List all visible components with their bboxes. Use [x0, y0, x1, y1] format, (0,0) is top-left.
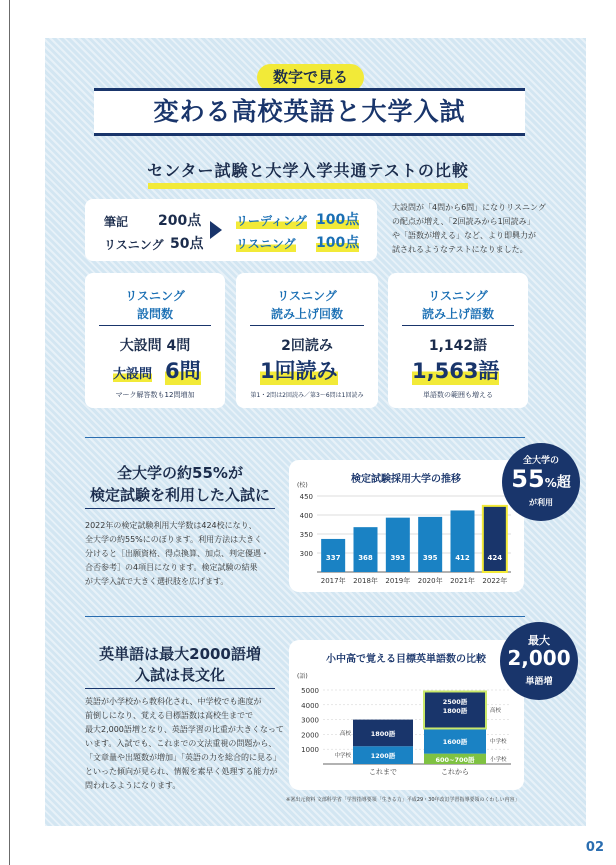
old-row-2-value: 50点 — [170, 236, 204, 252]
badge-value-pct: % — [544, 476, 557, 490]
chart-title: 検定試験採用大学の推移 — [351, 474, 461, 485]
stat-card-before: 2回読み — [281, 338, 333, 354]
source-note: ※署出元資料 文部科学省「学習指導要領「生きる力」平成29・30年改訂学習指導要領のくわしい内容」 — [286, 797, 520, 803]
section3-body-5: 「文章量や出題数が増加」「英語の力を総合的に見る」 — [85, 753, 281, 762]
bar — [418, 517, 442, 572]
segment-value-label: 1200語 — [370, 752, 396, 761]
stat-card-before: 大設問 4問 — [119, 338, 191, 354]
stat-card-words — [388, 273, 528, 408]
vocab-badge — [500, 622, 578, 700]
new-row-2-value: 100点 — [316, 232, 359, 252]
segment-series-label: 高校 — [490, 707, 502, 714]
section2-body-1: 2022年の検定試験利用大学数は424校になり、 — [85, 521, 257, 530]
comparison-note-4: 試されるようなテストになりました。 — [392, 245, 528, 254]
segment-value-label: 600~700語 — [435, 755, 475, 764]
segment-value-label: 1800語 — [370, 729, 396, 738]
y-axis-label: (語) — [297, 673, 308, 680]
y-tick-label: 300 — [299, 550, 313, 558]
adoption-badge — [502, 443, 580, 521]
section3-body-1: 英語が小学校から教科化され、中学校でも進度が — [85, 697, 262, 706]
badge-top: 最大 — [528, 634, 550, 647]
segment-value-label: 2500語 — [442, 697, 468, 706]
bar-value-label: 337 — [325, 554, 341, 562]
bar — [451, 510, 475, 572]
section3-body-7: 問われるようになります。 — [85, 781, 181, 790]
header-tag: 数字で見る — [257, 64, 364, 91]
stat-card-after-value: 1,563語 — [412, 355, 499, 385]
segment-series-label: 中学校 — [334, 753, 351, 760]
old-row-1-label: 筆記 — [104, 215, 129, 229]
stat-card-title-1: リスニング — [277, 289, 337, 303]
badge-value-number: 55 — [511, 465, 545, 493]
segment-series-label: 高校 — [339, 730, 351, 737]
section2-body-3: 分けると［出願資格、得点換算、加点、判定優遇・ — [85, 549, 269, 558]
section3-body-2: 前倒しになり、覚える目標語数は高校生までで — [85, 711, 253, 720]
section3-body-6: といった傾向が見られ、情報を素早く処理する能力が — [85, 767, 278, 776]
bar — [386, 518, 410, 572]
y-tick-label: 2000 — [301, 731, 319, 740]
x-tick-label: これから — [441, 768, 469, 776]
stat-card-after-value: 6問 — [165, 355, 201, 385]
stat-card-note: マーク解答数も12問増加 — [115, 391, 195, 399]
x-tick-label: 2020年 — [417, 577, 443, 585]
page-edge-line — [9, 0, 10, 865]
segment-series-label: 中学校 — [490, 739, 507, 746]
section3-body-3: 最大2,000語増となり、英語学習の比重が大きくなって — [85, 725, 284, 734]
bar-value-label: 368 — [358, 554, 373, 562]
section3-heading-2: 入試は長文化 — [134, 666, 225, 684]
y-tick-label: 400 — [299, 512, 313, 520]
x-tick-label: 2022年 — [482, 577, 508, 585]
section2-heading-1: 全大学の約55%が — [117, 464, 243, 482]
stat-card-questions — [85, 273, 225, 408]
badge-value-suffix: 超 — [556, 475, 571, 491]
x-tick-label: これまで — [369, 768, 397, 776]
badge-value — [502, 465, 580, 493]
stat-card-title-2: 読み上げ回数 — [270, 307, 343, 321]
comparison-note-2: の配点が増え、「2回読みから1回読み」 — [392, 217, 535, 226]
bar-value-label: 395 — [422, 554, 438, 562]
stat-card-title-1: リスニング — [428, 289, 488, 303]
y-tick-label: 450 — [299, 493, 313, 501]
page-title: 変わる高校英語と大学入試 — [94, 88, 525, 136]
section2-body-4: 合否参考］の4項目になります。検定試験の結果 — [85, 563, 258, 572]
y-tick-label: 4000 — [301, 701, 319, 710]
stat-card-note: 単語数の範囲も増える — [423, 391, 493, 399]
segment-value-label: 1600語 — [442, 738, 468, 747]
new-row-2-label: リスニング — [236, 237, 296, 251]
x-tick-label: 2018年 — [353, 577, 378, 585]
badge-value: 2,000 — [507, 646, 571, 670]
bar — [483, 506, 507, 572]
bar-value-label: 412 — [455, 554, 470, 562]
stat-card-before: 1,142語 — [428, 338, 488, 354]
y-axis-label: (校) — [297, 482, 308, 489]
y-tick-label: 5000 — [301, 687, 319, 695]
old-row-1-value: 200点 — [158, 213, 202, 229]
vocab-bar-chart — [289, 640, 524, 790]
comparison-note-3: や「語数が増える」など、より即興力が — [392, 231, 536, 240]
section2-heading-2: 検定試験を利用した入試に — [89, 486, 270, 504]
badge-top: 全大学の — [522, 456, 559, 466]
bar — [354, 527, 378, 572]
x-tick-label: 2019年 — [385, 577, 411, 585]
segment-value-label: 1800語 — [442, 706, 468, 715]
y-tick-label: 3000 — [301, 716, 319, 725]
bar-value-label: 393 — [390, 554, 406, 562]
y-tick-label: 1000 — [301, 746, 319, 755]
comparison-note-1: 大設問が「4問から6問」になりリスニング — [392, 203, 546, 212]
old-row-2-label: リスニング — [104, 238, 164, 252]
adoption-bar-chart — [289, 460, 524, 592]
chart-title: 小中高で覚える目標英単語数の比較 — [326, 654, 486, 665]
stat-card-title-2: 設問数 — [136, 307, 173, 321]
x-tick-label: 2021年 — [450, 577, 475, 585]
subtitle-underline — [148, 183, 468, 189]
section2-body-5: が大学入試で大きく選択肢を広げます。 — [85, 577, 229, 586]
section2-body-2: 全大学の約55%にのぼります。利用方法は大きく — [85, 535, 263, 544]
stat-card-after-prefix: 大設問 — [113, 363, 152, 382]
stat-card-note: 第1・2問は2回読み／第3～6問は1回読み — [250, 392, 364, 399]
section-divider — [85, 437, 525, 438]
stat-card-after-value: 1回読み — [260, 355, 338, 385]
stat-card-readings — [236, 273, 378, 408]
section-divider — [85, 616, 525, 617]
section3-heading-1: 英単語は最大2000語増 — [99, 645, 261, 663]
arrow-right-icon — [210, 221, 222, 239]
bar-value-label: 424 — [487, 554, 503, 562]
badge-bottom: が利用 — [529, 498, 553, 507]
page-number: 02 — [585, 840, 604, 855]
stat-card-title-2: 読み上げ語数 — [421, 307, 494, 321]
badge-bottom: 単語増 — [525, 677, 553, 687]
section3-body-4: います。入試でも、これまでの文法重視の問題から、 — [85, 739, 277, 748]
x-tick-label: 2017年 — [320, 577, 346, 585]
section-subtitle: センター試験と大学入学共通テストの比較 — [147, 161, 469, 180]
new-row-1-value: 100点 — [316, 209, 359, 229]
y-tick-label: 350 — [299, 531, 313, 539]
segment-series-label: 小学校 — [490, 756, 507, 763]
new-row-1-label: リーディング — [236, 214, 307, 228]
stat-card-title-1: リスニング — [125, 289, 185, 303]
